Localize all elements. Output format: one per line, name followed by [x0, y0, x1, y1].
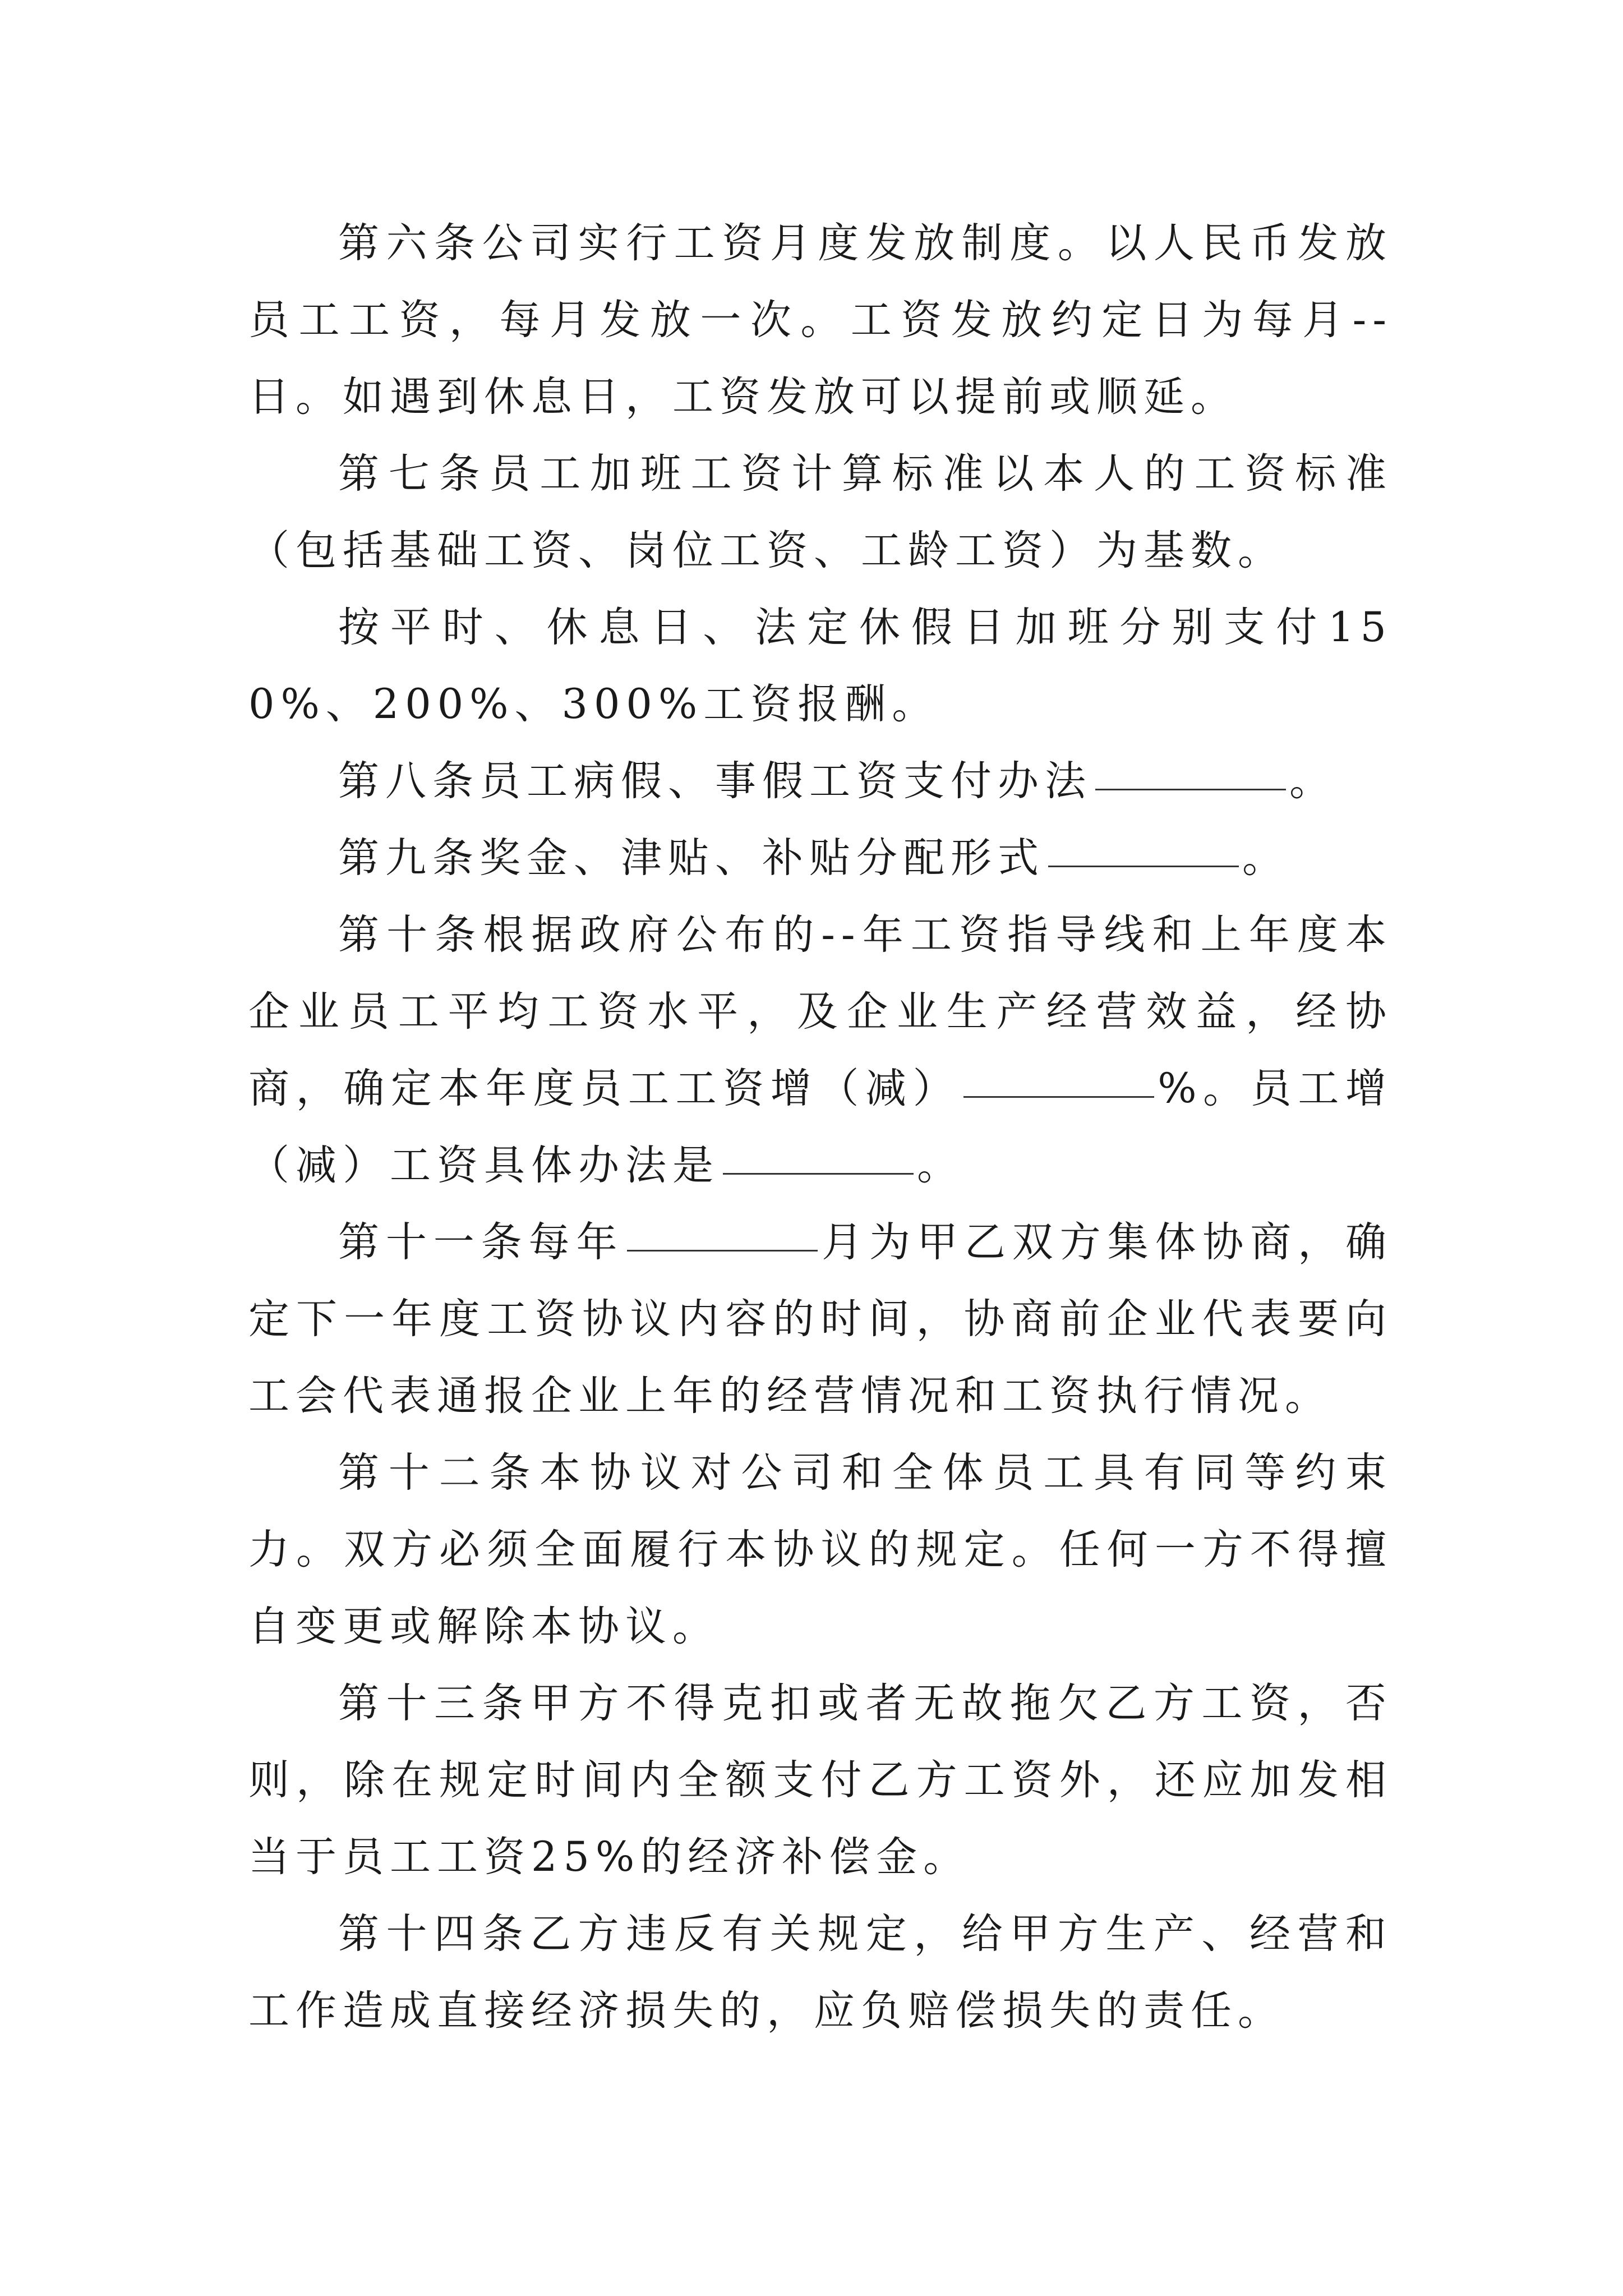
article-9-end: 。: [1242, 834, 1289, 882]
article-10-middle: %。员工增（减）工资具体办法是: [248, 1065, 1393, 1189]
article-6-paragraph: 第六条公司实行工资月度发放制度。以人民币发放员工工资，每月发放一次。工资发放约定日为每月--日。如遇到休息日，工资发放可以提前或顺延。: [248, 219, 1393, 421]
fill-in-blank: [963, 1096, 1154, 1098]
article-10-end: 。: [917, 1142, 964, 1189]
article-11-text: 第十一条每年: [338, 1218, 624, 1266]
article-9-text: 第九条奖金、津贴、补贴分配形式: [338, 834, 1045, 882]
article-8-paragraph: [248, 743, 1393, 820]
article-7-paragraph: 第七条员工加班工资计算标准以本人的工资标准（包括基础工资、岗位工资、工龄工资）为基数。: [248, 450, 1393, 574]
article-11-end: 月为甲乙双方集体协商，确定下一年度工资协议内容的时间，协商前企业代表要向工会代表通报企业上年的经营情况和工资执行情况。: [248, 1218, 1393, 1420]
fill-in-blank: [1048, 865, 1239, 867]
article-9-paragraph: [248, 820, 1393, 896]
fill-in-blank: [627, 1249, 818, 1251]
document-body: [248, 205, 1393, 2049]
fill-in-blank: [1095, 788, 1286, 790]
article-13-paragraph: 第十三条甲方不得克扣或者无故拖欠乙方工资，否则，除在规定时间内全额支付乙方工资外，还应加发相当于员工工资25%的经济补偿金。: [248, 1680, 1393, 1881]
fill-in-blank: [723, 1172, 914, 1175]
article-12-paragraph: 第十二条本协议对公司和全体员工具有同等约束力。双方必须全面履行本协议的规定。任何一方不得擅自变更或解除本协议。: [248, 1449, 1393, 1650]
article-10-text: 第十条根据政府公布的--年工资指导线和上年度本企业员工平均工资水平，及企业生产经营效益，经协商，确定本年度员工工资增（减）: [248, 911, 1393, 1112]
article-11-paragraph: [248, 1204, 1393, 1434]
article-8-end: 。: [1289, 757, 1336, 805]
overtime-rate-paragraph: 按平时、休息日、法定休假日加班分别支付150%、200%、300%工资报酬。: [248, 604, 1393, 728]
article-10-paragraph: [248, 896, 1393, 1204]
article-14-paragraph: 第十四条乙方违反有关规定，给甲方生产、经营和工作造成直接经济损失的，应负赔偿损失的责任。: [248, 1910, 1393, 2035]
article-8-text: 第八条员工病假、事假工资支付办法: [338, 757, 1092, 805]
